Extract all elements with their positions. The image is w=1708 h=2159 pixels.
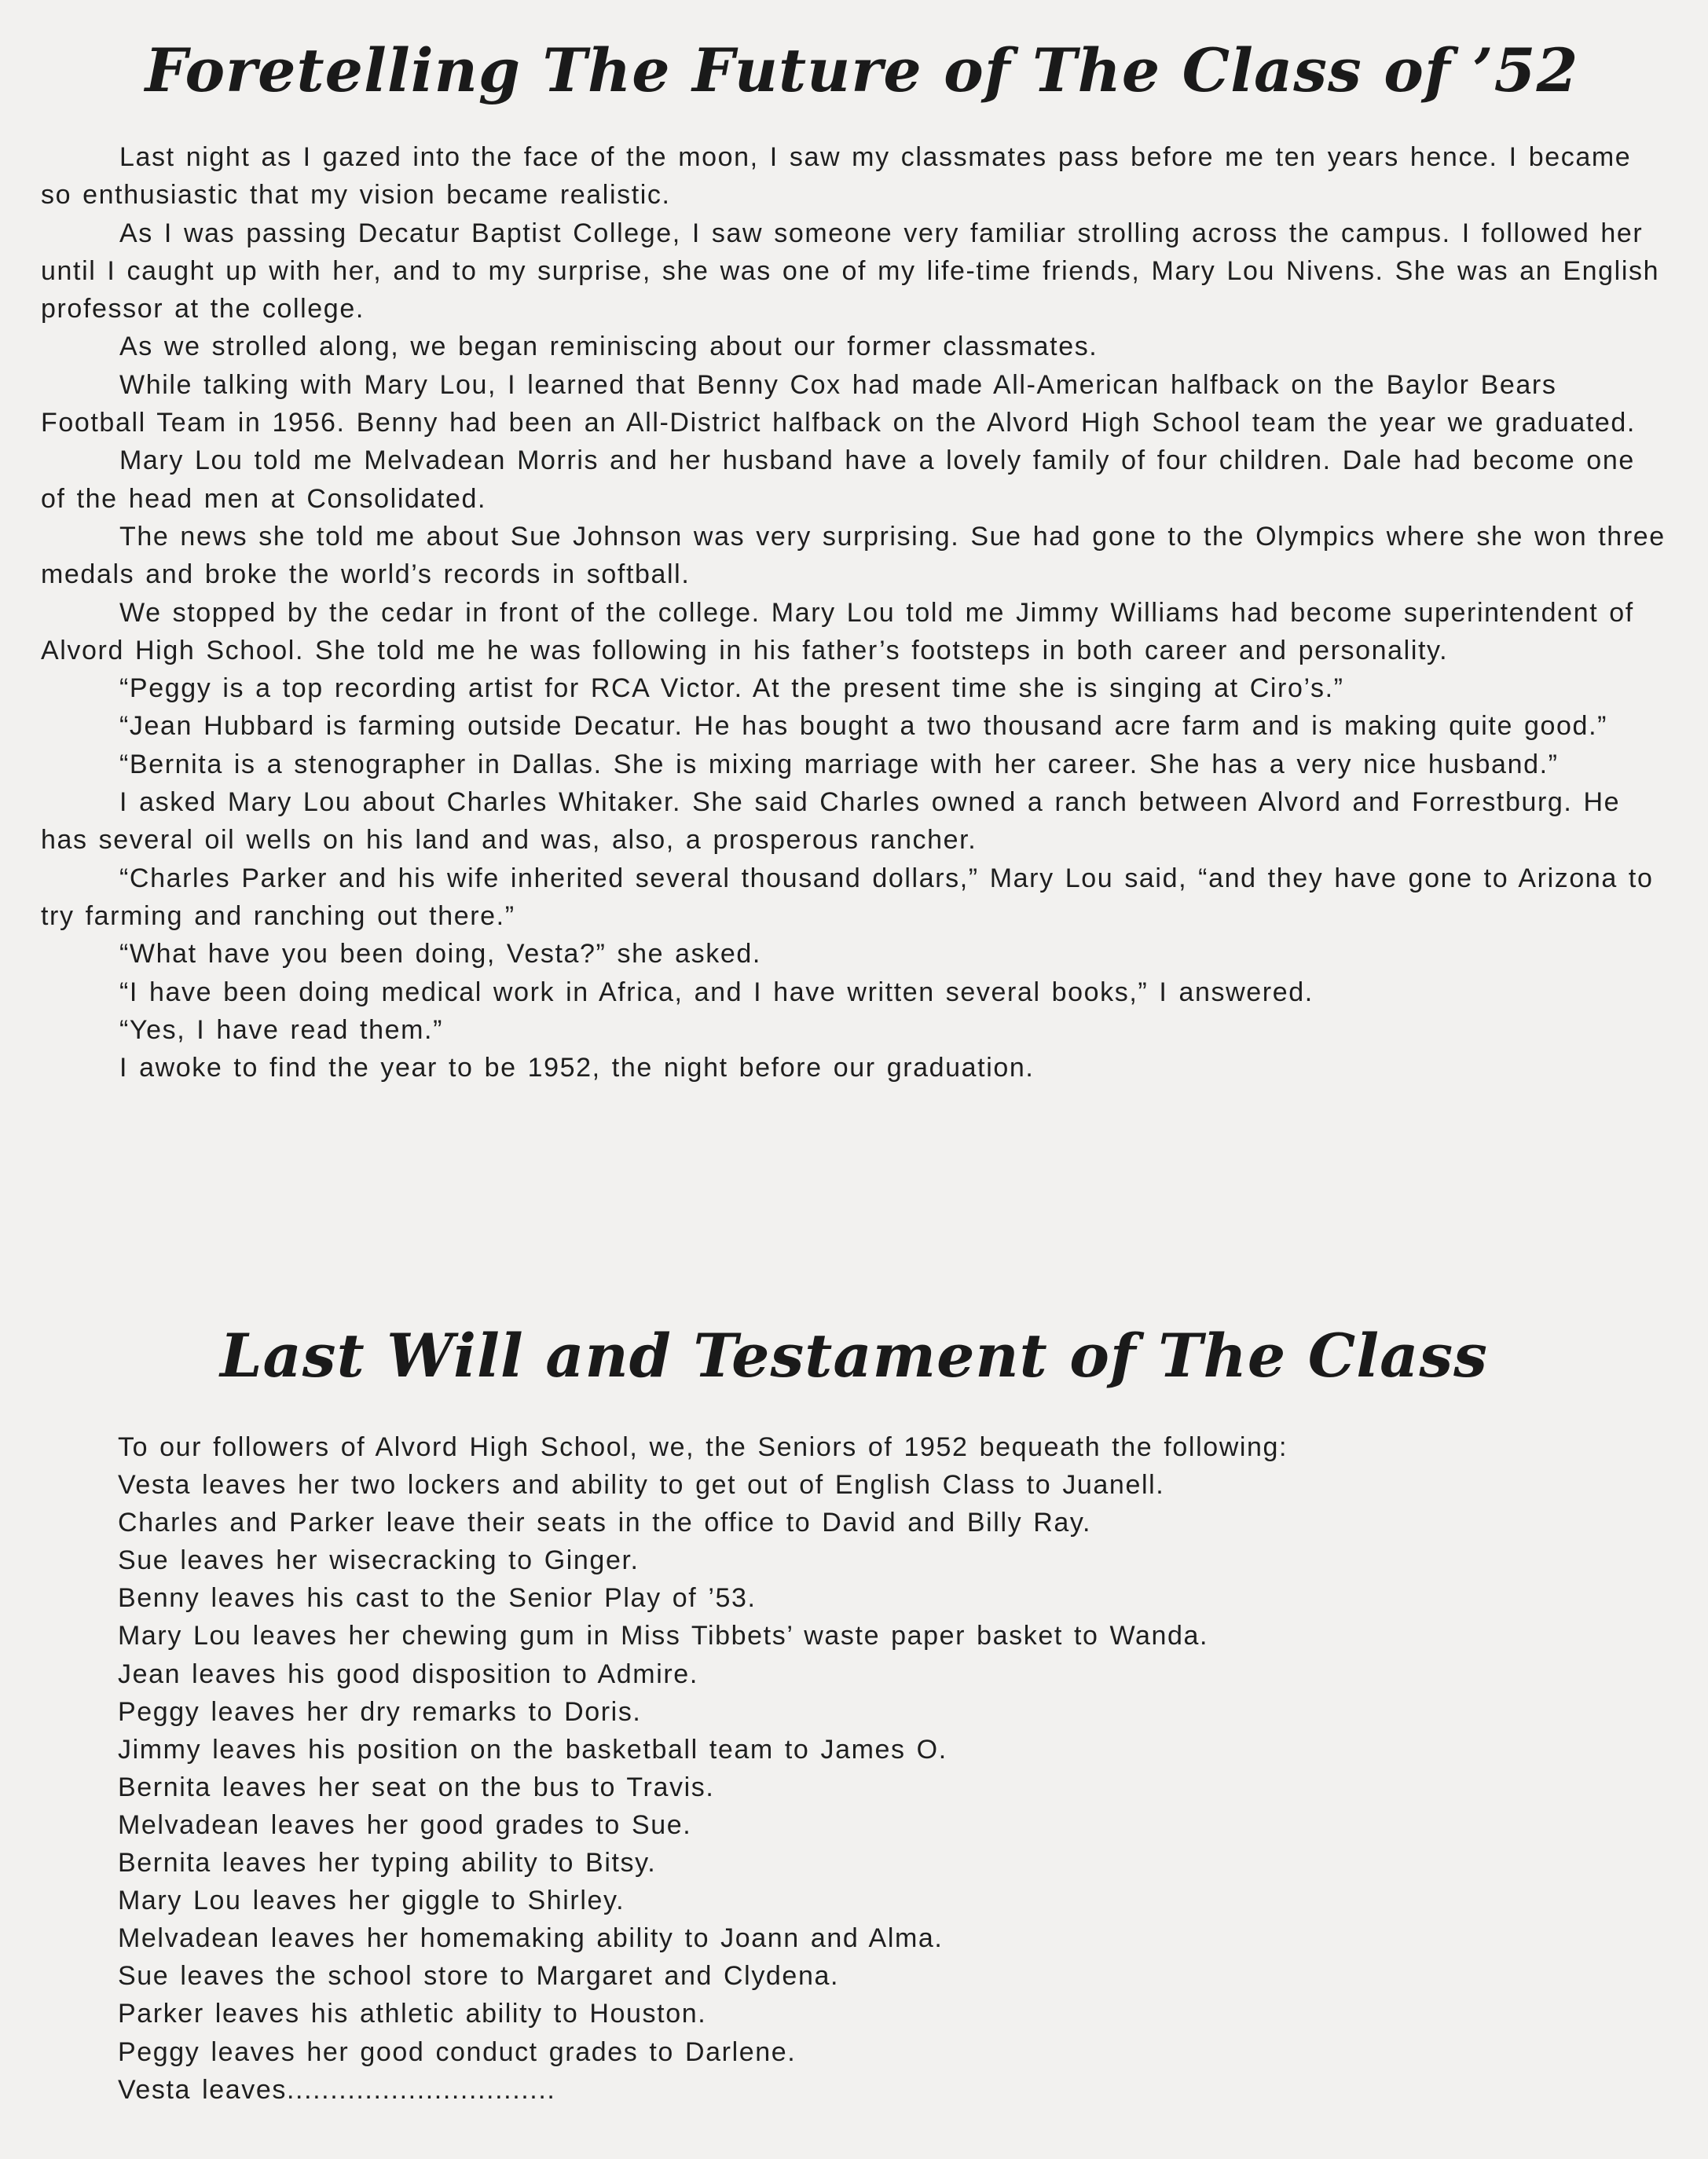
story-paragraph: “I have been doing medical work in Africa, and I have written several books,” I answered. — [119, 977, 1314, 1007]
will-line: Sue leaves the school store to Margaret and Clydena. — [118, 1961, 840, 1992]
future-title: Foretelling The Future of The Class of ’52 — [145, 35, 1579, 105]
will-line: Bernita leaves her typing ability to Bitsy. — [118, 1848, 657, 1879]
will-line: Melvadean leaves her good grades to Sue. — [118, 1809, 692, 1840]
story-paragraph: As we strolled along, we began reminiscing about our former classmates. — [119, 332, 1098, 362]
story-paragraph: “Peggy is a top recording artist for RCA Victor. At the present time she is singing at Ciro’s.” — [119, 673, 1344, 704]
story-paragraph: While talking with Mary Lou, I learned that Benny Cox had made All-American halfback on the Baylor Bears Football Team in 1956. Benny had been an All-District halfback on the Alvord High School team the year we graduated. — [41, 369, 1636, 438]
story-paragraph: We stopped by the cedar in front of the college. Mary Lou told me Jimmy Williams had become superintendent of Alvord High School. She told me he was following in his father’s footsteps in both career and personality. — [41, 597, 1634, 665]
will-line: Peggy leaves her dry remarks to Doris. — [118, 1696, 642, 1727]
will-line: Vesta leaves............................... — [118, 2074, 556, 2105]
story-paragraph: Mary Lou told me Melvadean Morris and her husband have a lovely family of four children. Dale had become one of the head men at Consolidated. — [41, 445, 1635, 514]
will-line: Vesta leaves her two lockers and ability to get out of English Class to Juanell. — [118, 1470, 1165, 1501]
story-paragraph: “Yes, I have read them.” — [119, 1014, 443, 1045]
story-paragraph: “Charles Parker and his wife inherited several thousand dollars,” Mary Lou said, “and they have gone to Arizona to try farming and ranching out there.” — [41, 863, 1654, 931]
will-title: Last Will and Testament of The Class — [220, 1321, 1488, 1391]
story-paragraph: I asked Mary Lou about Charles Whitaker. She said Charles owned a ranch between Alvord and Forrestburg. He has several oil wells on his land and was, also, a prosperous rancher. — [41, 787, 1621, 856]
story-paragraph: I awoke to find the year to be 1952, the night before our graduation. — [119, 1053, 1035, 1083]
will-line: Jimmy leaves his position on the basketball team to James O. — [118, 1734, 947, 1765]
story-paragraph: The news she told me about Sue Johnson was very surprising. Sue had gone to the Olympics where she won three medals and broke the world’s records in softball. — [41, 521, 1666, 590]
will-line: Melvadean leaves her homemaking ability to Joann and Alma. — [118, 1923, 944, 1954]
will-line: Jean leaves his good disposition to Admire. — [118, 1659, 698, 1689]
story-paragraph: As I was passing Decatur Baptist College, I saw someone very familiar strolling across the campus. I followed her until I caught up with her, and to my surprise, she was one of my life-time friends, Mary Lou Nivens. She was an English professor at the college. — [41, 218, 1660, 324]
story-paragraph: “What have you been doing, Vesta?” she asked. — [119, 939, 761, 970]
will-line: To our followers of Alvord High School, we, the Seniors of 1952 bequeath the following: — [118, 1432, 1288, 1462]
future-story — [41, 138, 1667, 1087]
will-line: Peggy leaves her good conduct grades to Darlene. — [118, 2036, 797, 2067]
story-paragraph: “Jean Hubbard is farming outside Decatur. He has bought a two thousand acre farm and is making quite good.” — [119, 711, 1608, 742]
story-paragraph: “Bernita is a stenographer in Dallas. She is mixing marriage with her career. She has a very nice husband.” — [119, 749, 1559, 779]
story-paragraph: Last night as I gazed into the face of the moon, I saw my classmates pass before me ten years hence. I became so enthusiastic that my vision became realistic. — [41, 142, 1632, 211]
will-line: Mary Lou leaves her chewing gum in Miss Tibbets’ waste paper basket to Wanda. — [118, 1621, 1209, 1651]
will-list — [118, 1428, 1658, 2109]
will-line: Charles and Parker leave their seats in the office to David and Billy Ray. — [118, 1508, 1092, 1538]
will-line: Mary Lou leaves her giggle to Shirley. — [118, 1886, 625, 1916]
will-line: Parker leaves his athletic ability to Houston. — [118, 1999, 707, 2029]
will-line: Bernita leaves her seat on the bus to Travis. — [118, 1772, 715, 1802]
will-line: Benny leaves his cast to the Senior Play of ’53. — [118, 1583, 757, 1614]
will-line: Sue leaves her wisecracking to Ginger. — [118, 1545, 640, 1576]
